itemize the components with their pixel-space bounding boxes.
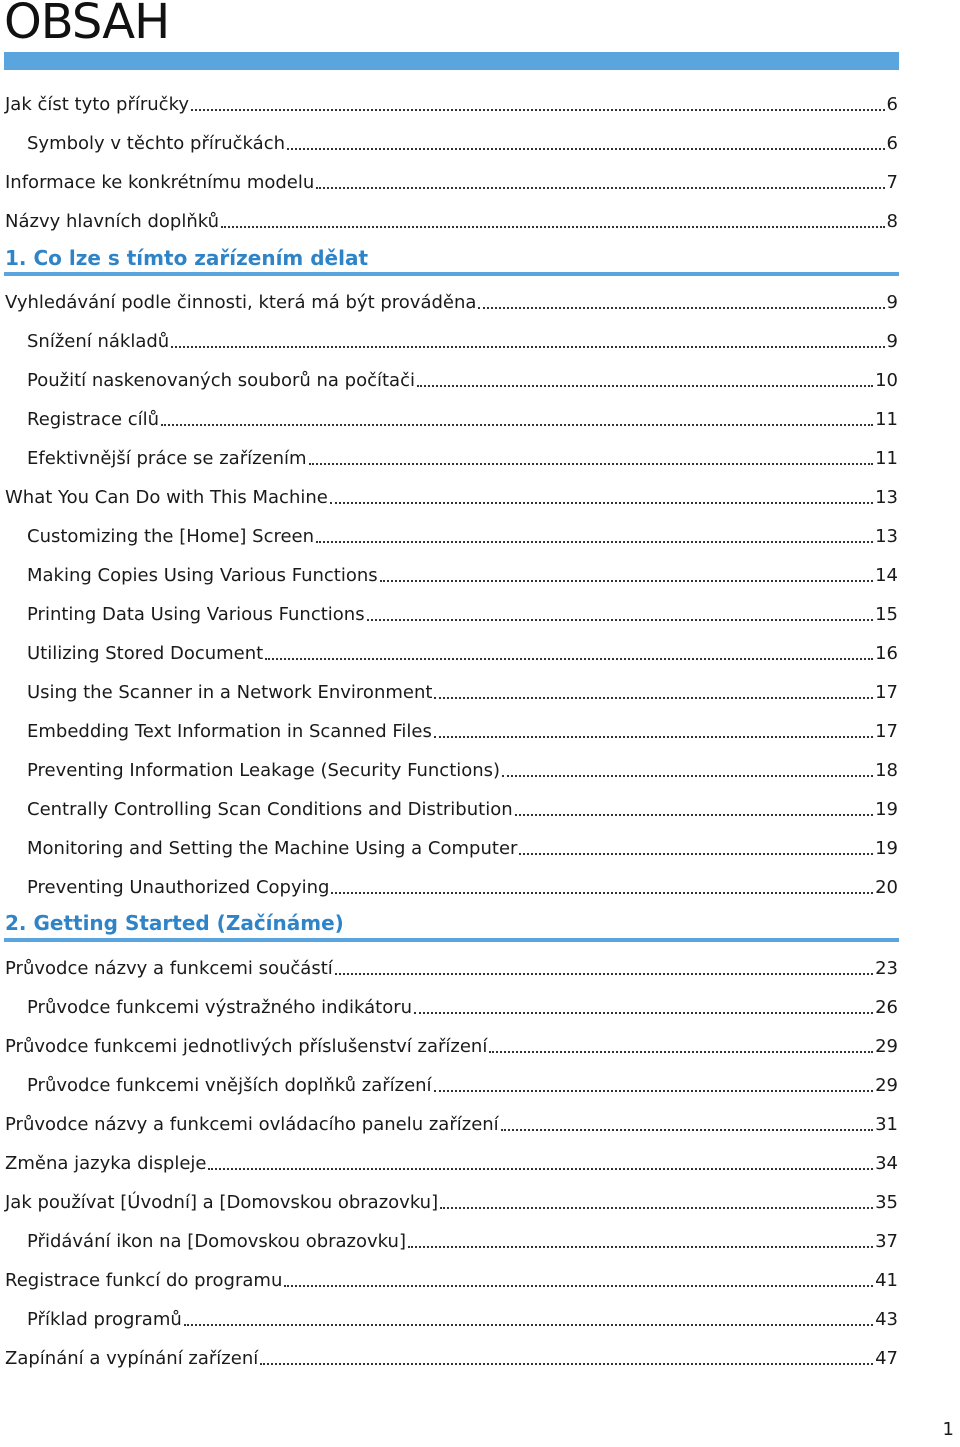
toc-entry[interactable] bbox=[5, 1265, 898, 1293]
toc-entry-page: 10 bbox=[875, 370, 898, 391]
toc-entry-title: Průvodce názvy a funkcemi ovládacího panelu zařízení bbox=[5, 1114, 499, 1135]
dot-leader bbox=[515, 814, 873, 816]
toc-entry-page: 43 bbox=[875, 1309, 898, 1330]
dot-leader bbox=[331, 892, 873, 894]
toc-entry-title: Informace ke konkrétnímu modelu bbox=[5, 172, 315, 193]
toc-entry[interactable] bbox=[27, 599, 898, 627]
toc-entry[interactable] bbox=[27, 404, 898, 432]
dot-leader bbox=[184, 1324, 873, 1326]
dot-leader bbox=[440, 1207, 873, 1209]
dot-leader bbox=[287, 148, 885, 150]
toc-entry-title: Průvodce funkcemi výstražného indikátoru bbox=[27, 997, 413, 1018]
toc-entry[interactable] bbox=[27, 365, 898, 393]
toc-entry[interactable] bbox=[27, 638, 898, 666]
toc-entry-title: Jak číst tyto příručky bbox=[5, 94, 190, 115]
dot-leader bbox=[478, 307, 884, 309]
toc-entry[interactable] bbox=[27, 560, 898, 588]
dot-leader bbox=[380, 580, 873, 582]
toc-entry[interactable] bbox=[27, 833, 898, 861]
toc-entry-page: 35 bbox=[875, 1192, 898, 1213]
toc-entry-page: 13 bbox=[875, 487, 898, 508]
toc-entry-title: Printing Data Using Various Functions bbox=[27, 604, 365, 625]
toc-entry-title: Using the Scanner in a Network Environment bbox=[27, 682, 433, 703]
toc-entry[interactable] bbox=[27, 521, 898, 549]
dot-leader bbox=[519, 853, 873, 855]
toc-entry-page: 41 bbox=[875, 1270, 898, 1291]
toc-entry-title: What You Can Do with This Machine bbox=[5, 487, 328, 508]
dot-leader bbox=[434, 697, 873, 699]
toc-entry[interactable] bbox=[5, 287, 898, 315]
toc-entry-title: Příklad programů bbox=[27, 1309, 182, 1330]
toc-entry[interactable] bbox=[5, 206, 898, 234]
toc-entry-title: Snížení nákladů bbox=[27, 331, 170, 352]
toc-entry[interactable] bbox=[5, 89, 898, 117]
toc-entry-title: Preventing Unauthorized Copying bbox=[27, 877, 330, 898]
toc-entry-title: Registrace funkcí do programu bbox=[5, 1270, 283, 1291]
toc-entry-title: Změna jazyka displeje bbox=[5, 1153, 207, 1174]
toc-entry-title: Názvy hlavních doplňků bbox=[5, 211, 220, 232]
dot-leader bbox=[161, 424, 873, 426]
dot-leader bbox=[316, 541, 873, 543]
toc-entry-page: 11 bbox=[875, 409, 898, 430]
toc-entry-title: Průvodce funkcemi vnějších doplňků zařízení bbox=[27, 1075, 432, 1096]
toc-entry-page: 37 bbox=[875, 1231, 898, 1252]
dot-leader bbox=[489, 1051, 873, 1053]
toc-entry-title: Centrally Controlling Scan Conditions and Distribution bbox=[27, 799, 513, 820]
page-number: 1 bbox=[942, 1419, 954, 1440]
toc-entry[interactable] bbox=[27, 755, 898, 783]
toc-entry[interactable] bbox=[5, 167, 898, 195]
toc-entry-page: 17 bbox=[875, 721, 898, 742]
toc-entry-title: Jak používat [Úvodní] a [Domovskou obrazovku] bbox=[5, 1192, 439, 1213]
toc-entry[interactable] bbox=[5, 1343, 898, 1371]
toc-entry[interactable] bbox=[5, 1031, 898, 1059]
toc-entry-page: 17 bbox=[875, 682, 898, 703]
toc-entry-page: 19 bbox=[875, 838, 898, 859]
toc-entry-title: Monitoring and Setting the Machine Using a Computer bbox=[27, 838, 518, 859]
toc-entry-page: 11 bbox=[875, 448, 898, 469]
dot-leader bbox=[171, 346, 884, 348]
toc-entry-title: Průvodce názvy a funkcemi součástí bbox=[5, 958, 333, 979]
toc-entry-title: Průvodce funkcemi jednotlivých příslušenství zařízení bbox=[5, 1036, 488, 1057]
toc-entry-page: 26 bbox=[875, 997, 898, 1018]
toc-entry[interactable] bbox=[5, 1187, 898, 1215]
chapter1-rule bbox=[4, 272, 899, 276]
toc-entry[interactable] bbox=[27, 1304, 898, 1332]
chapter1-heading[interactable]: 1. Co lze s tímto zařízením dělat bbox=[5, 246, 369, 270]
toc-entry-page: 9 bbox=[886, 292, 898, 313]
toc-entry-title: Embedding Text Information in Scanned Files bbox=[27, 721, 432, 742]
toc-entry-title: Zapínání a vypínání zařízení bbox=[5, 1348, 259, 1369]
toc-entry-title: Použití naskenovaných souborů na počítači bbox=[27, 370, 415, 391]
dot-leader bbox=[434, 736, 873, 738]
toc-entry-page: 8 bbox=[886, 211, 898, 232]
dot-leader bbox=[284, 1285, 873, 1287]
dot-leader bbox=[501, 1129, 873, 1131]
toc-entry[interactable] bbox=[27, 443, 898, 471]
toc-entry-title: Making Copies Using Various Functions bbox=[27, 565, 378, 586]
toc-entry-page: 9 bbox=[886, 331, 898, 352]
toc-entry-title: Symboly v těchto příručkách bbox=[27, 133, 286, 154]
toc-entry-page: 6 bbox=[886, 133, 898, 154]
dot-leader bbox=[408, 1246, 873, 1248]
toc-entry-title: Utilizing Stored Document bbox=[27, 643, 264, 664]
toc-entry[interactable] bbox=[27, 677, 898, 705]
toc-entry-page: 47 bbox=[875, 1348, 898, 1369]
dot-leader bbox=[414, 1012, 873, 1014]
toc-entry-page: 23 bbox=[875, 958, 898, 979]
chapter2-heading[interactable]: 2. Getting Started (Začínáme) bbox=[5, 911, 344, 935]
toc-entry-title: Preventing Information Leakage (Security Functions) bbox=[27, 760, 501, 781]
toc-entry[interactable] bbox=[5, 1148, 898, 1176]
dot-leader bbox=[208, 1168, 873, 1170]
dot-leader bbox=[417, 385, 873, 387]
toc-entry[interactable] bbox=[27, 794, 898, 822]
dot-leader bbox=[221, 226, 884, 228]
toc-entry-page: 18 bbox=[875, 760, 898, 781]
dot-leader bbox=[191, 109, 885, 111]
dot-leader bbox=[260, 1363, 873, 1365]
dot-leader bbox=[330, 502, 873, 504]
toc-entry-title: Efektivnější práce se zařízením bbox=[27, 448, 307, 469]
toc-entry-page: 34 bbox=[875, 1153, 898, 1174]
toc-entry-page: 29 bbox=[875, 1075, 898, 1096]
toc-entry[interactable] bbox=[27, 1070, 898, 1098]
dot-leader bbox=[502, 775, 873, 777]
toc-entry[interactable] bbox=[5, 953, 898, 981]
dot-leader bbox=[367, 619, 874, 621]
toc-entry[interactable] bbox=[5, 482, 898, 510]
toc-entry-page: 15 bbox=[875, 604, 898, 625]
chapter2-rule bbox=[4, 938, 899, 942]
toc-entry[interactable] bbox=[27, 128, 898, 156]
toc-entry-page: 13 bbox=[875, 526, 898, 547]
toc-entry-page: 7 bbox=[886, 172, 898, 193]
page-title: OBSAH bbox=[4, 0, 170, 50]
dot-leader bbox=[316, 187, 884, 189]
toc-entry-page: 6 bbox=[886, 94, 898, 115]
dot-leader bbox=[335, 973, 873, 975]
toc-entry-title: Vyhledávání podle činnosti, která má být prováděna bbox=[5, 292, 477, 313]
toc-entry-page: 31 bbox=[875, 1114, 898, 1135]
toc-entry[interactable] bbox=[27, 872, 898, 900]
toc-entry-title: Registrace cílů bbox=[27, 409, 160, 430]
toc-entry-page: 16 bbox=[875, 643, 898, 664]
toc-entry-page: 20 bbox=[875, 877, 898, 898]
toc-entry[interactable] bbox=[5, 1109, 898, 1137]
toc-entry[interactable] bbox=[27, 326, 898, 354]
toc-entry[interactable] bbox=[27, 992, 898, 1020]
toc-entry-page: 19 bbox=[875, 799, 898, 820]
toc-entry-page: 29 bbox=[875, 1036, 898, 1057]
toc-entry-page: 14 bbox=[875, 565, 898, 586]
toc-entry[interactable] bbox=[27, 716, 898, 744]
toc-entry[interactable] bbox=[27, 1226, 898, 1254]
toc-entry-title: Customizing the [Home] Screen bbox=[27, 526, 315, 547]
toc-entry-title: Přidávání ikon na [Domovskou obrazovku] bbox=[27, 1231, 406, 1252]
dot-leader bbox=[434, 1090, 874, 1092]
dot-leader bbox=[265, 658, 873, 660]
dot-leader bbox=[309, 463, 874, 465]
